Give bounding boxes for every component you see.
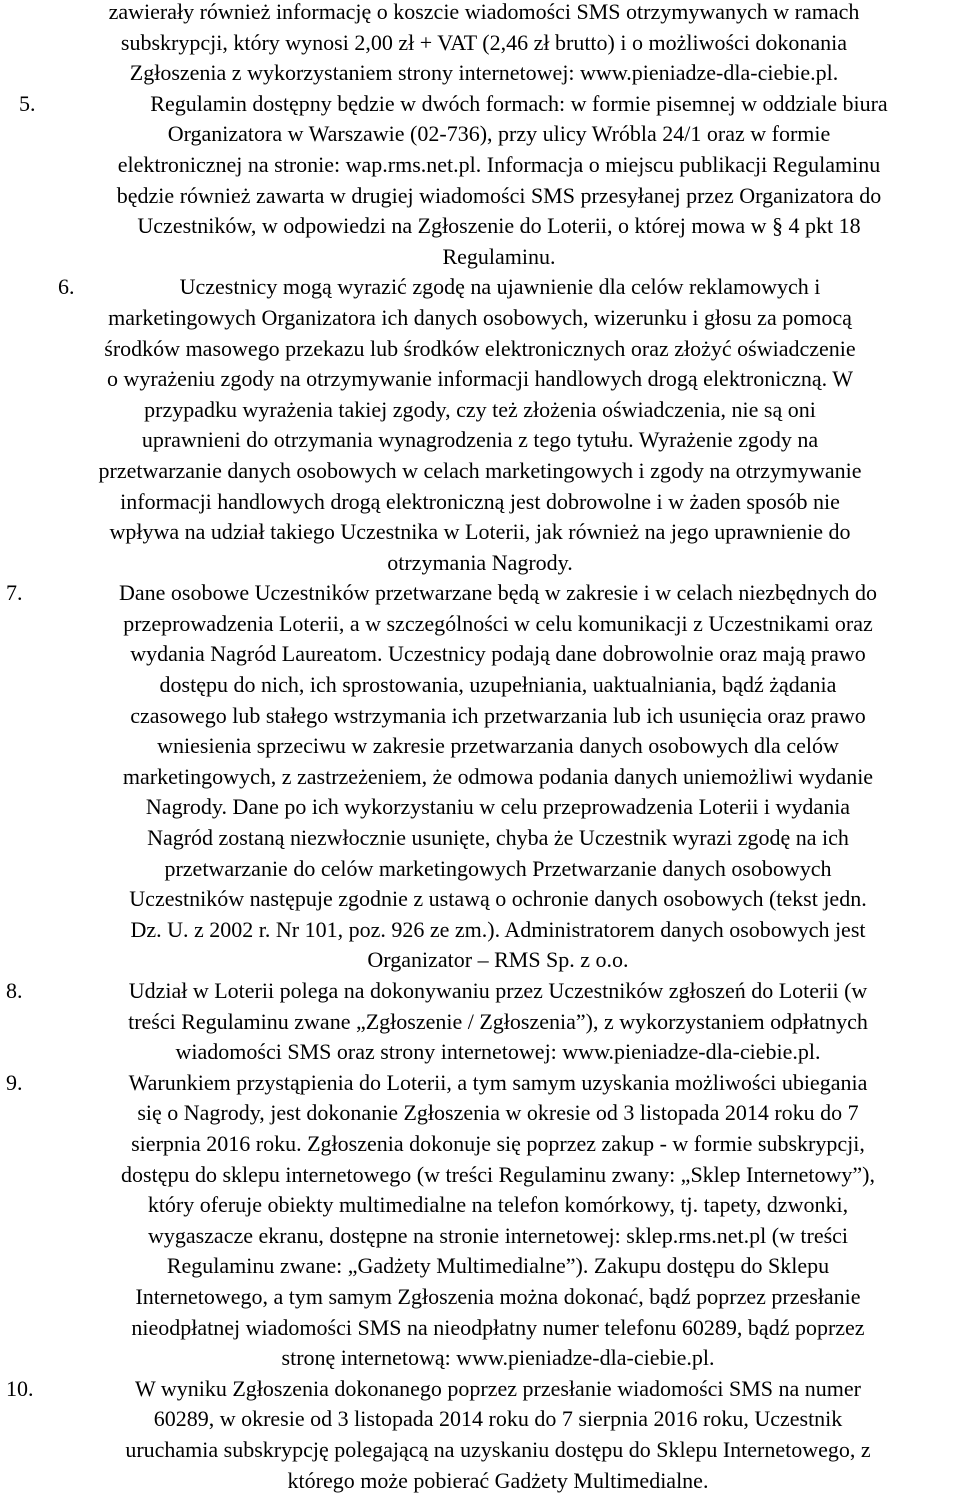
text-line: którego może pobierać Gadżety Multimedialne. [36, 1466, 960, 1496]
item-number: 5. [19, 89, 36, 120]
text-line: Zgłoszenia z wykorzystaniem strony internetowej: www.pieniadze-dla-ciebie.pl. [38, 58, 930, 89]
text-line: marketingowych, z zastrzeżeniem, że odmowa podania danych uniemożliwi wydanie [36, 762, 960, 793]
text-line: Nagród zostaną niezwłocznie usunięte, chyba że Uczestnik wyrazi zgodę na ich [36, 823, 960, 854]
text-line: Dane osobowe Uczestników przetwarzane będą w zakresie i w celach niezbędnych do [36, 578, 960, 609]
text-line: Uczestników następuje zgodnie z ustawą o ochronie danych osobowych (tekst jedn. [36, 884, 960, 915]
text-line: przetwarzanie do celów marketingowych Przetwarzanie danych osobowych [36, 854, 960, 885]
text-line: Regulaminu zwane: „Gadżety Multimedialne”). Zakupu dostępu do Sklepu [36, 1251, 960, 1282]
text-line: będzie również zawarta w drugiej wiadomości SMS przesyłanej przez Organizatora do [38, 181, 960, 212]
text-line: marketingowych Organizatora ich danych osobowych, wizerunku i głosu za pomocą [0, 303, 960, 334]
text-line: Regulamin dostępny będzie w dwóch formach: w formie pisemnej w oddziale biura [38, 89, 960, 120]
item-number: 7. [6, 578, 23, 609]
intro-paragraph [0, 0, 960, 89]
text-line: elektronicznej na stronie: wap.rms.net.pl. Informacja o miejscu publikacji Regulaminu [38, 150, 960, 181]
text-line: Regulaminu. [38, 242, 960, 273]
item-number: 6. [58, 272, 75, 303]
text-line: Nagrody. Dane po ich wykorzystaniu w celu przeprowadzenia Loterii i wydania [36, 792, 960, 823]
item-7-paragraph [0, 578, 960, 976]
text-line: przeprowadzenia Loterii, a w szczególności w celu komunikacji z Uczestnikami oraz [36, 609, 960, 640]
text-line: nieodpłatnej wiadomości SMS na nieodpłatny numer telefonu 60289, bądź poprzez [36, 1313, 960, 1344]
text-line: Internetowego, a tym samym Zgłoszenia można dokonać, bądź poprzez przesłanie [36, 1282, 960, 1313]
text-line: wiadomości SMS oraz strony internetowej: www.pieniadze-dla-ciebie.pl. [36, 1037, 960, 1068]
text-line: 60289, w okresie od 3 listopada 2014 roku do 7 sierpnia 2016 roku, Uczestnik [36, 1404, 960, 1435]
item-number: 10. [6, 1374, 34, 1405]
text-line: sierpnia 2016 roku. Zgłoszenia dokonuje się poprzez zakup - w formie subskrypcji, [36, 1129, 960, 1160]
text-line: uruchamia subskrypcję polegającą na uzyskaniu dostępu do Sklepu Internetowego, z [36, 1435, 960, 1466]
text-line: przypadku wyrażenia takiej zgody, czy też złożenia oświadczenia, nie są oni [0, 395, 960, 426]
text-line: Organizator – RMS Sp. z o.o. [36, 945, 960, 976]
text-line: który oferuje obiekty multimedialne na telefon komórkowy, tj. tapety, dzwonki, [36, 1190, 960, 1221]
item-10-paragraph [0, 1374, 960, 1496]
text-line: czasowego lub stałego wstrzymania ich przetwarzania lub ich usunięcia oraz prawo [36, 701, 960, 732]
text-line: W wyniku Zgłoszenia dokonanego poprzez przesłanie wiadomości SMS na numer [36, 1374, 960, 1405]
item-number: 9. [6, 1068, 23, 1099]
text-line: Organizatora w Warszawie (02-736), przy ulicy Wróbla 24/1 oraz w formie [38, 119, 960, 150]
text-line: informacji handlowych drogą elektroniczną jest dobrowolne i w żaden sposób nie [0, 487, 960, 518]
item-5-paragraph [0, 89, 960, 273]
text-line: Uczestników, w odpowiedzi na Zgłoszenie do Loterii, o której mowa w § 4 pkt 18 [38, 211, 960, 242]
text-line: subskrypcji, który wynosi 2,00 zł + VAT (2,46 zł brutto) i o możliwości dokonania [38, 28, 930, 59]
text-line: wniesienia sprzeciwu w zakresie przetwarzania danych osobowych dla celów [36, 731, 960, 762]
text-line: dostępu do sklepu internetowego (w treści Regulaminu zwany: „Sklep Internetowy”), [36, 1160, 960, 1191]
text-line: Dz. U. z 2002 r. Nr 101, poz. 926 ze zm.). Administratorem danych osobowych jest [36, 915, 960, 946]
text-line: wydania Nagród Laureatom. Uczestnicy podają dane dobrowolnie oraz mają prawo [36, 639, 960, 670]
text-line: się o Nagrody, jest dokonanie Zgłoszenia w okresie od 3 listopada 2014 roku do 7 [36, 1098, 960, 1129]
text-line: uprawnieni do otrzymania wynagrodzenia z tego tytułu. Wyrażenie zgody na [0, 425, 960, 456]
text-line: wpływa na udział takiego Uczestnika w Loterii, jak również na jego uprawnienie do [0, 517, 960, 548]
text-line: o wyrażeniu zgody na otrzymywanie informacji handlowych drogą elektroniczną. W [0, 364, 960, 395]
text-line: Uczestnicy mogą wyrazić zgodę na ujawnienie dla celów reklamowych i [0, 272, 960, 303]
text-line: otrzymania Nagrody. [0, 548, 960, 579]
text-line: treści Regulaminu zwane „Zgłoszenie / Zgłoszenia”), z wykorzystaniem odpłatnych [36, 1007, 960, 1038]
text-line: wygaszacze ekranu, dostępne na stronie internetowej: sklep.rms.net.pl (w treści [36, 1221, 960, 1252]
text-line: środków masowego przekazu lub środków elektronicznych oraz złożyć oświadczenie [0, 334, 960, 365]
text-line: Warunkiem przystąpienia do Loterii, a tym samym uzyskania możliwości ubiegania [36, 1068, 960, 1099]
text-line: stronę internetową: www.pieniadze-dla-ciebie.pl. [36, 1343, 960, 1374]
text-line: Udział w Loterii polega na dokonywaniu przez Uczestników zgłoszeń do Loterii (w [36, 976, 960, 1007]
text-line: dostępu do nich, ich sprostowania, uzupełniania, uaktualniania, bądź żądania [36, 670, 960, 701]
item-9-paragraph [0, 1068, 960, 1374]
item-6-paragraph [0, 272, 960, 578]
text-line: zawierały również informację o koszcie wiadomości SMS otrzymywanych w ramach [38, 0, 930, 28]
item-8-paragraph [0, 976, 960, 1068]
text-line: przetwarzanie danych osobowych w celach marketingowych i zgody na otrzymywanie [0, 456, 960, 487]
item-number: 8. [6, 976, 23, 1007]
